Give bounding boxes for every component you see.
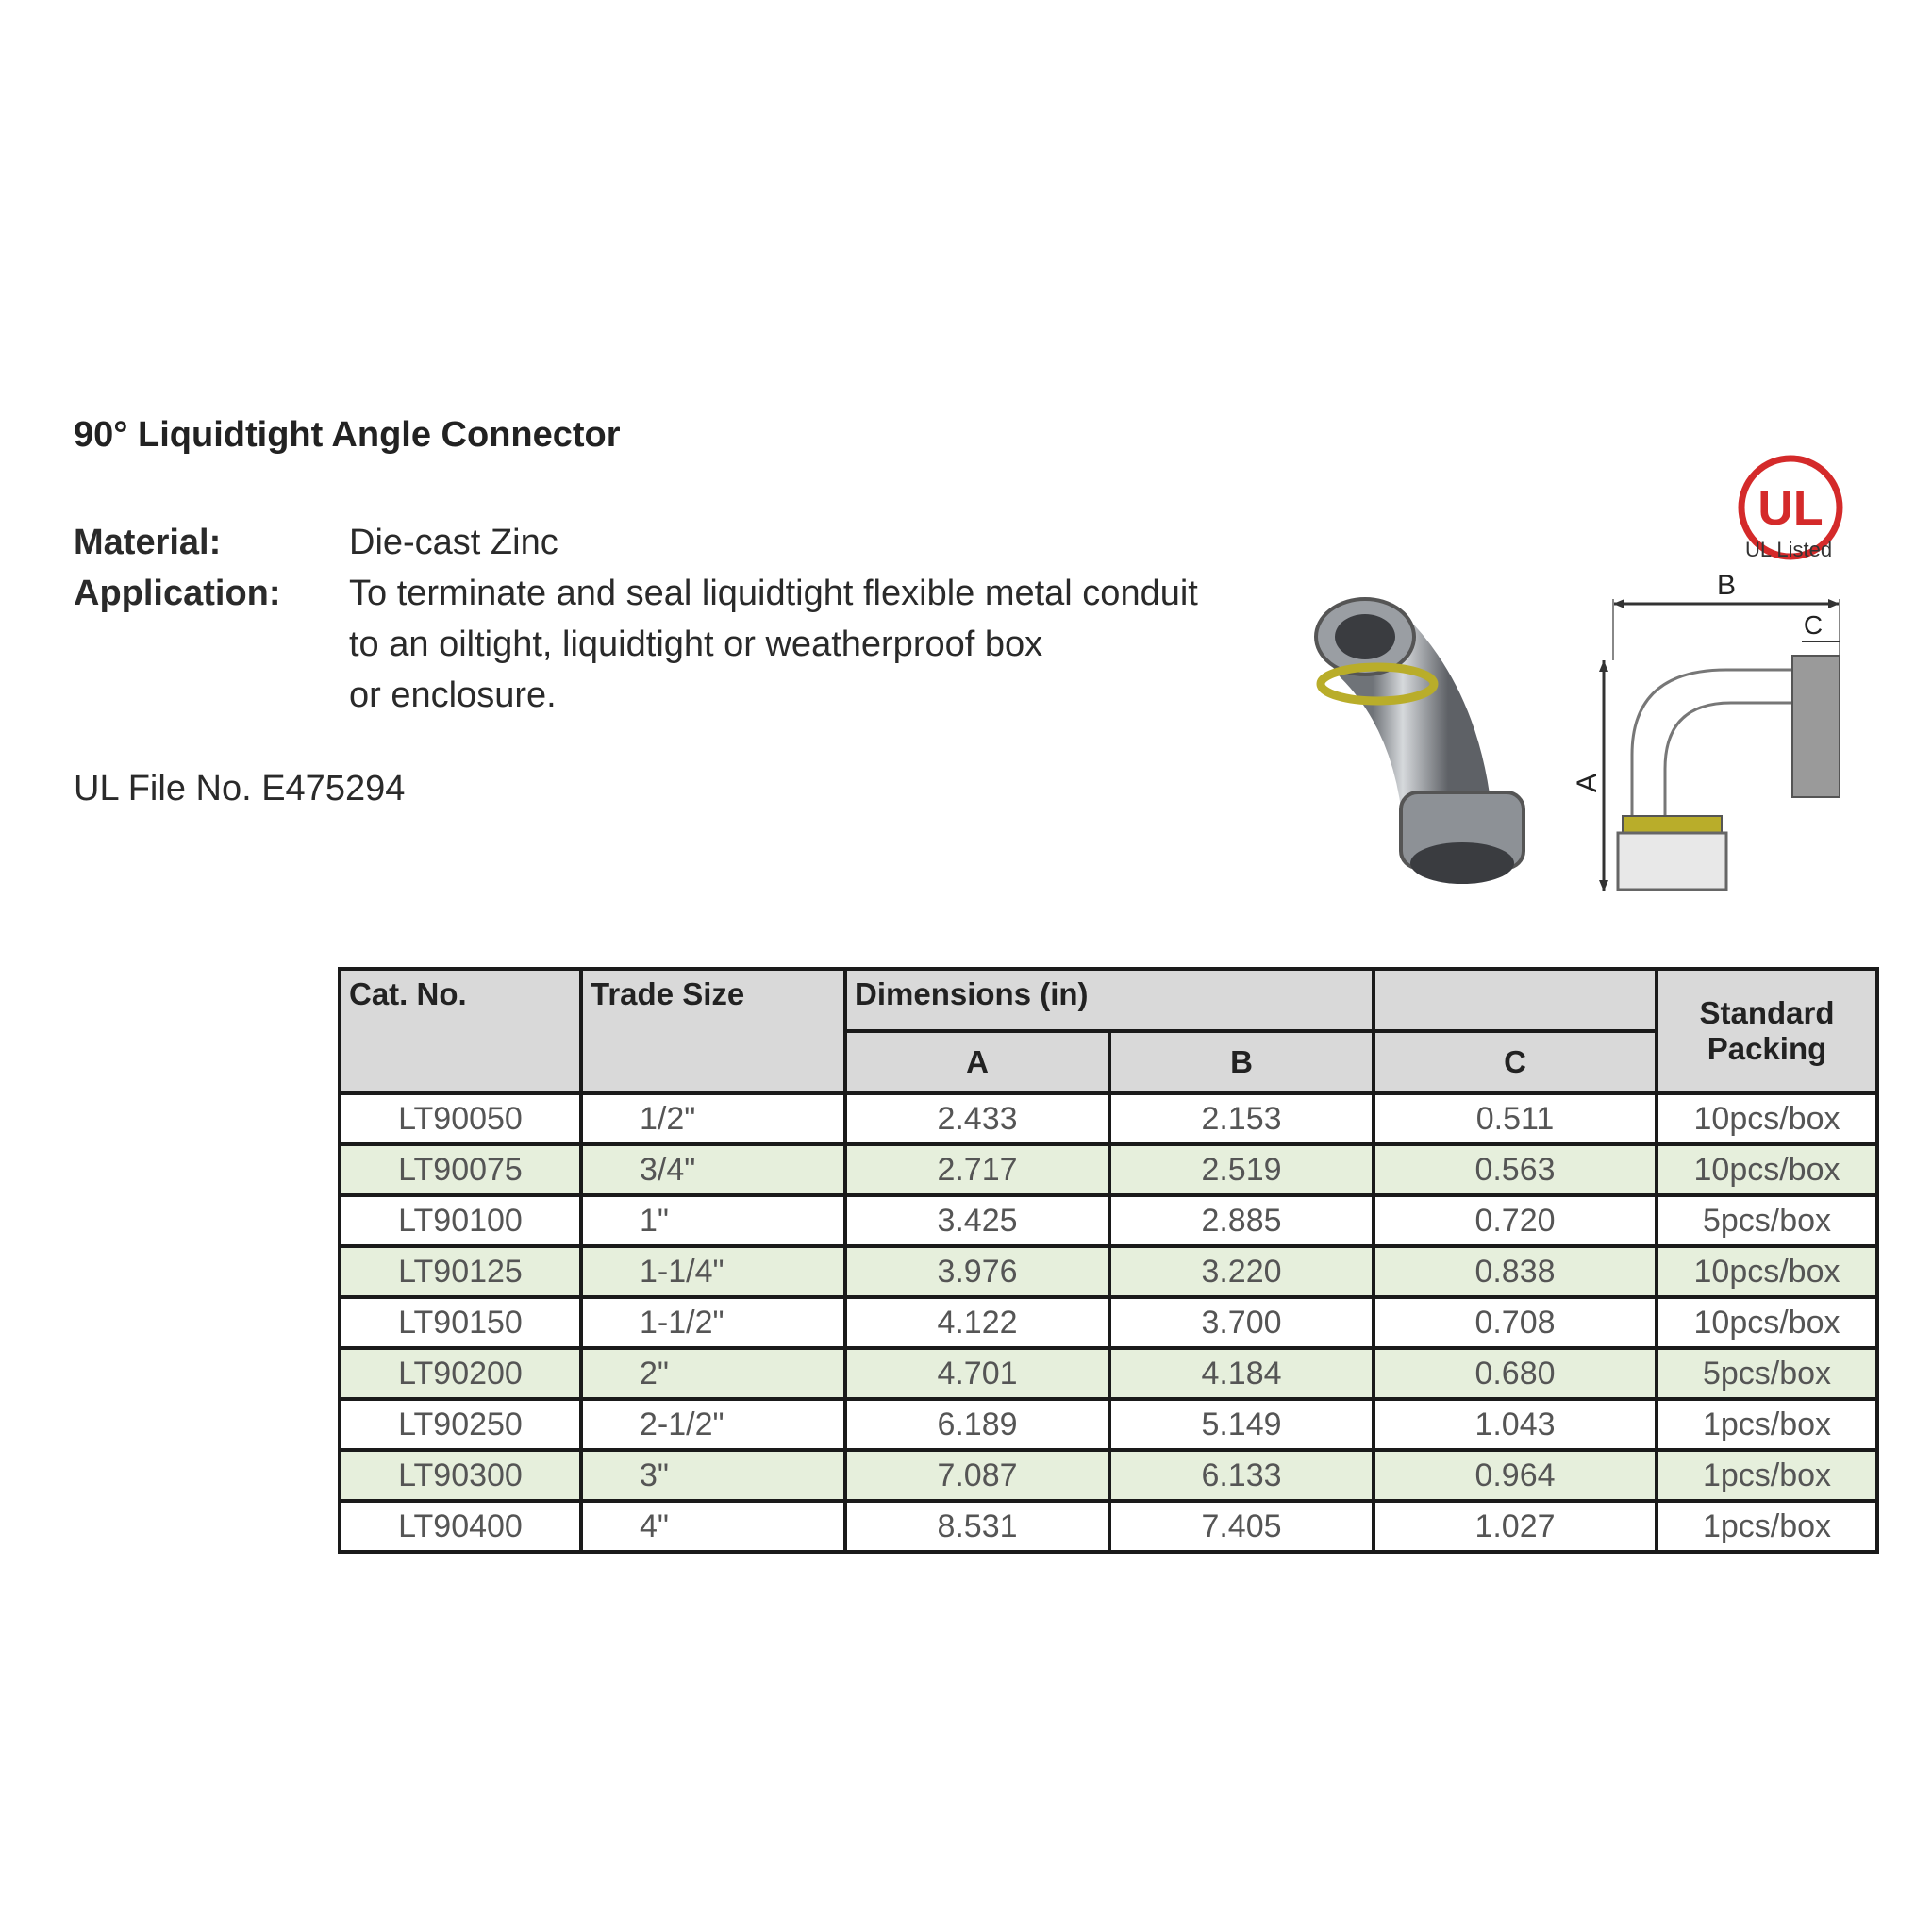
cell-dim-a: 4.122 — [845, 1297, 1109, 1348]
dimension-c-label: C — [1803, 610, 1824, 640]
table-row — [340, 1144, 1877, 1195]
dimension-drawing — [1566, 566, 1858, 906]
dimension-b-label: B — [1716, 570, 1737, 601]
cell-trade-size: 2" — [581, 1348, 845, 1399]
header-a: A — [845, 1031, 1109, 1093]
cell-trade-size: 4" — [581, 1501, 845, 1552]
cell-dim-a: 7.087 — [845, 1450, 1109, 1501]
header-standard-packing — [1657, 969, 1877, 1093]
cell-dim-b: 2.519 — [1109, 1144, 1374, 1195]
material-value: Die-cast Zinc — [349, 523, 558, 562]
cell-dim-b: 5.149 — [1109, 1399, 1374, 1450]
cell-dim-c: 1.027 — [1374, 1501, 1657, 1552]
cell-dim-c: 0.563 — [1374, 1144, 1657, 1195]
cell-dim-a: 4.701 — [845, 1348, 1109, 1399]
header-packing-line-1: Standard — [1699, 995, 1835, 1030]
cell-cat-no: LT90300 — [340, 1450, 581, 1501]
cell-dim-b: 7.405 — [1109, 1501, 1374, 1552]
cell-packing: 5pcs/box — [1657, 1195, 1877, 1246]
header-trade-size: Trade Size — [581, 969, 845, 1093]
table-row — [340, 1501, 1877, 1552]
cell-cat-no: LT90075 — [340, 1144, 581, 1195]
cell-packing: 10pcs/box — [1657, 1093, 1877, 1144]
application-label: Application: — [74, 574, 281, 613]
cell-dim-a: 8.531 — [845, 1501, 1109, 1552]
cell-cat-no: LT90125 — [340, 1246, 581, 1297]
material-label: Material: — [74, 523, 222, 562]
cell-dim-b: 3.700 — [1109, 1297, 1374, 1348]
cell-trade-size: 1-1/2" — [581, 1297, 845, 1348]
application-line-2: to an oiltight, liquidtight or weatherproof box — [349, 625, 1043, 664]
cell-dim-b: 3.220 — [1109, 1246, 1374, 1297]
header-packing-line-2: Packing — [1707, 1031, 1827, 1066]
connector-photo — [1307, 590, 1561, 891]
cell-dim-a: 6.189 — [845, 1399, 1109, 1450]
cell-packing: 1pcs/box — [1657, 1399, 1877, 1450]
cell-dim-c: 0.838 — [1374, 1246, 1657, 1297]
table-row — [340, 1450, 1877, 1501]
cell-packing: 1pcs/box — [1657, 1450, 1877, 1501]
header-c: C — [1374, 1031, 1657, 1093]
cell-dim-b: 6.133 — [1109, 1450, 1374, 1501]
cell-packing: 5pcs/box — [1657, 1348, 1877, 1399]
cell-dim-c: 0.708 — [1374, 1297, 1657, 1348]
dimension-a-label: A — [1572, 773, 1603, 793]
cell-dim-c: 0.511 — [1374, 1093, 1657, 1144]
table-row — [340, 1399, 1877, 1450]
cell-packing: 10pcs/box — [1657, 1297, 1877, 1348]
page-title: 90° Liquidtight Angle Connector — [74, 415, 621, 455]
cell-dim-a: 3.976 — [845, 1246, 1109, 1297]
cell-trade-size: 1-1/4" — [581, 1246, 845, 1297]
cell-dim-c: 0.720 — [1374, 1195, 1657, 1246]
cell-dim-b: 2.885 — [1109, 1195, 1374, 1246]
table-row — [340, 1093, 1877, 1144]
cell-cat-no: LT90250 — [340, 1399, 581, 1450]
table-row — [340, 1246, 1877, 1297]
cell-dim-a: 2.433 — [845, 1093, 1109, 1144]
cell-trade-size: 1/2" — [581, 1093, 845, 1144]
cell-cat-no: LT90200 — [340, 1348, 581, 1399]
cell-dim-a: 2.717 — [845, 1144, 1109, 1195]
cell-dim-c: 0.680 — [1374, 1348, 1657, 1399]
header-cat-no: Cat. No. — [340, 969, 581, 1093]
table-row — [340, 1348, 1877, 1399]
cell-dim-b: 2.153 — [1109, 1093, 1374, 1144]
cell-cat-no: LT90400 — [340, 1501, 581, 1552]
application-line-1: To terminate and seal liquidtight flexible metal conduit — [349, 574, 1198, 613]
cell-trade-size: 2-1/2" — [581, 1399, 845, 1450]
ul-file-number: UL File No. E475294 — [74, 769, 406, 808]
application-line-3: or enclosure. — [349, 675, 557, 715]
cell-packing: 10pcs/box — [1657, 1144, 1877, 1195]
cell-dim-a: 3.425 — [845, 1195, 1109, 1246]
table-body — [340, 1093, 1877, 1552]
cell-cat-no: LT90050 — [340, 1093, 581, 1144]
cell-trade-size: 1" — [581, 1195, 845, 1246]
cell-dim-c: 0.964 — [1374, 1450, 1657, 1501]
cell-trade-size: 3/4" — [581, 1144, 845, 1195]
cell-dim-b: 4.184 — [1109, 1348, 1374, 1399]
table-row — [340, 1297, 1877, 1348]
header-dimensions: Dimensions (in) — [845, 969, 1374, 1031]
cell-trade-size: 3" — [581, 1450, 845, 1501]
cell-dim-c: 1.043 — [1374, 1399, 1657, 1450]
cell-cat-no: LT90100 — [340, 1195, 581, 1246]
cell-packing: 10pcs/box — [1657, 1246, 1877, 1297]
specification-table — [338, 967, 1879, 1554]
ul-listed-label: UL Listed — [1745, 538, 1833, 561]
header-blank — [1374, 969, 1657, 1031]
table-row — [340, 1195, 1877, 1246]
cell-packing: 1pcs/box — [1657, 1501, 1877, 1552]
ul-logo-text: UL — [1757, 481, 1824, 536]
header-b: B — [1109, 1031, 1374, 1093]
cell-cat-no: LT90150 — [340, 1297, 581, 1348]
